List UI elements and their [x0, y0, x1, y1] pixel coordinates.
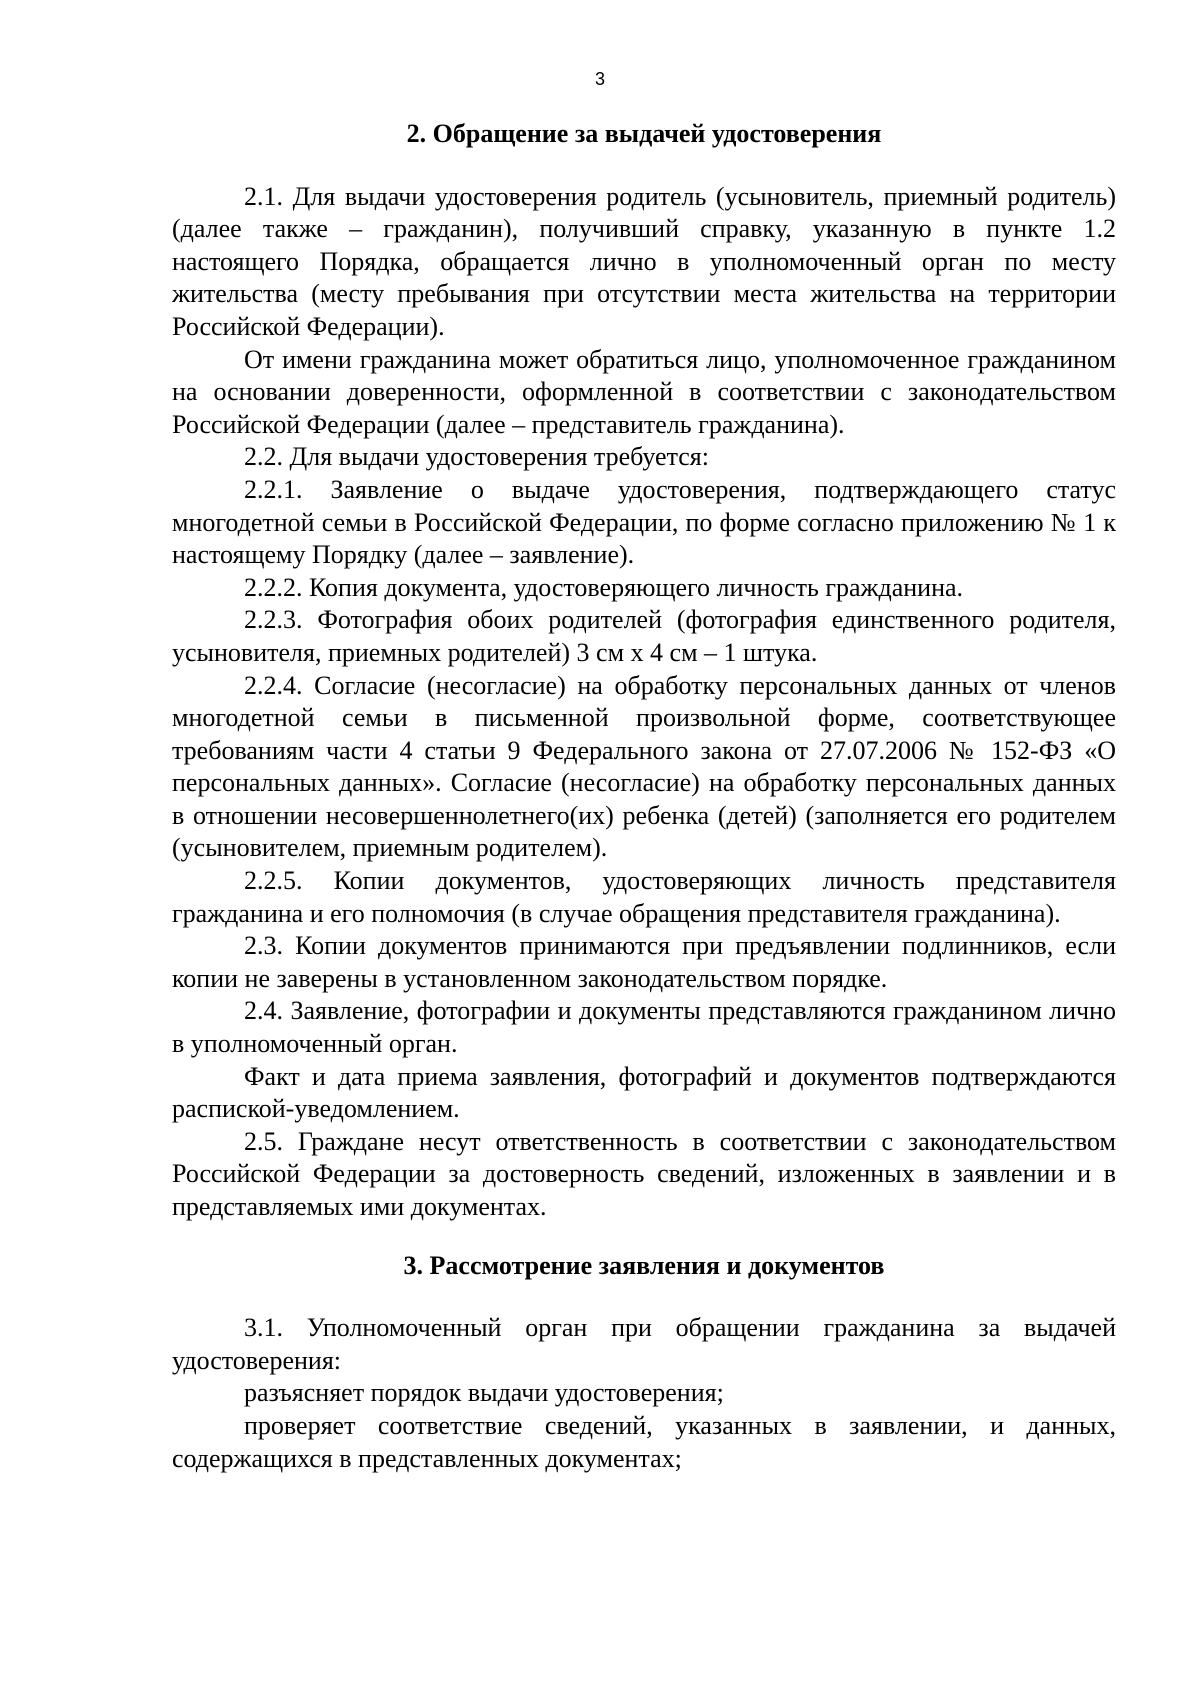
paragraph-2-2-2: 2.2.2. Копия документа, удостоверяющего личность гражданина. [244, 572, 964, 602]
paragraph-2-1: 2.1. Для выдачи удостоверения родитель (усыновитель, приемный родитель) (далее также – гражданин), получивший справку, указанную в пункте 1.2 настоящего Порядка, обращается лично в уполномоченный орган по месту жительства (месту пребывания при отсутствии места жительства на территории Российской Федерации). [172, 181, 1116, 341]
paragraph-2-2-1: 2.2.1. Заявление о выдаче удостоверения, подтверждающего статус многодетной семьи в Российской Федерации, по форме согласно приложению № 1 к настоящему Порядку (далее – заявление). [172, 474, 1116, 570]
paragraph-representative: От имени гражданина может обратиться лицо, уполномоченное гражданином на основании доверенности, оформленной в соответствии с законодательством Российской Федерации (далее – представитель гражданина). [172, 344, 1116, 439]
page-number: 3 [594, 69, 605, 89]
paragraph-2-2: 2.2. Для выдачи удостоверения требуется: [244, 442, 709, 472]
paragraph-2-4: 2.4. Заявление, фотографии и документы представляются гражданином лично в уполномоченный орган. [172, 996, 1116, 1059]
paragraph-receipt: Факт и дата приема заявления, фотографий и документов подтверждаются распиской-уведомлением. [172, 1061, 1116, 1124]
paragraph-2-3: 2.3. Копии документов принимаются при предъявлении подлинников, если копии не заверены в установленном законодательством порядке. [172, 931, 1116, 993]
document-body [172, 118, 1116, 1475]
section-3-heading: 3. Рассмотрение заявления и документов [403, 1250, 885, 1280]
section-2-body [172, 181, 1116, 1224]
section-3-body [172, 1312, 1116, 1475]
paragraph-2-2-5: 2.2.5. Копии документов, удостоверяющих личность представителя гражданина и его полномочия (в случае обращения представителя гражданина). [172, 866, 1116, 928]
paragraph-2-5: 2.5. Граждане несут ответственность в соответствии с законодательством Российской Федерации за достоверность сведений, изложенных в заявлении и в представляемых ими документах. [172, 1126, 1116, 1221]
paragraph-explains: разъясняет порядок выдачи удостоверения; [244, 1378, 724, 1408]
paragraph-3-1: 3.1. Уполномоченный орган при обращении гражданина за выдачей удостоверения: [172, 1313, 1116, 1375]
section-2-heading: 2. Обращение за выдачей удостоверения [406, 119, 882, 148]
paragraph-2-2-4: 2.2.4. Согласие (несогласие) на обработку персональных данных от членов многодетной семьи в письменной произвольной форме, соответствующее требованиям части 4 статьи 9 Федерального закона от 27.07.2006 № 152-ФЗ «О персональных данных». Согласие (несогласие) на обработку персональных данных в отношении несовершеннолетнего(их) ребенка (детей) (заполняется его родителем (усыновителем, приемным родителем). [172, 670, 1116, 863]
paragraph-verifies: проверяет соответствие сведений, указанных в заявлении, и данных, содержащихся в представленных документах; [172, 1410, 1116, 1473]
paragraph-2-2-3: 2.2.3. Фотография обоих родителей (фотография единственного родителя, усыновителя, приемных родителей) 3 см х 4 см – 1 штука. [172, 605, 1116, 667]
